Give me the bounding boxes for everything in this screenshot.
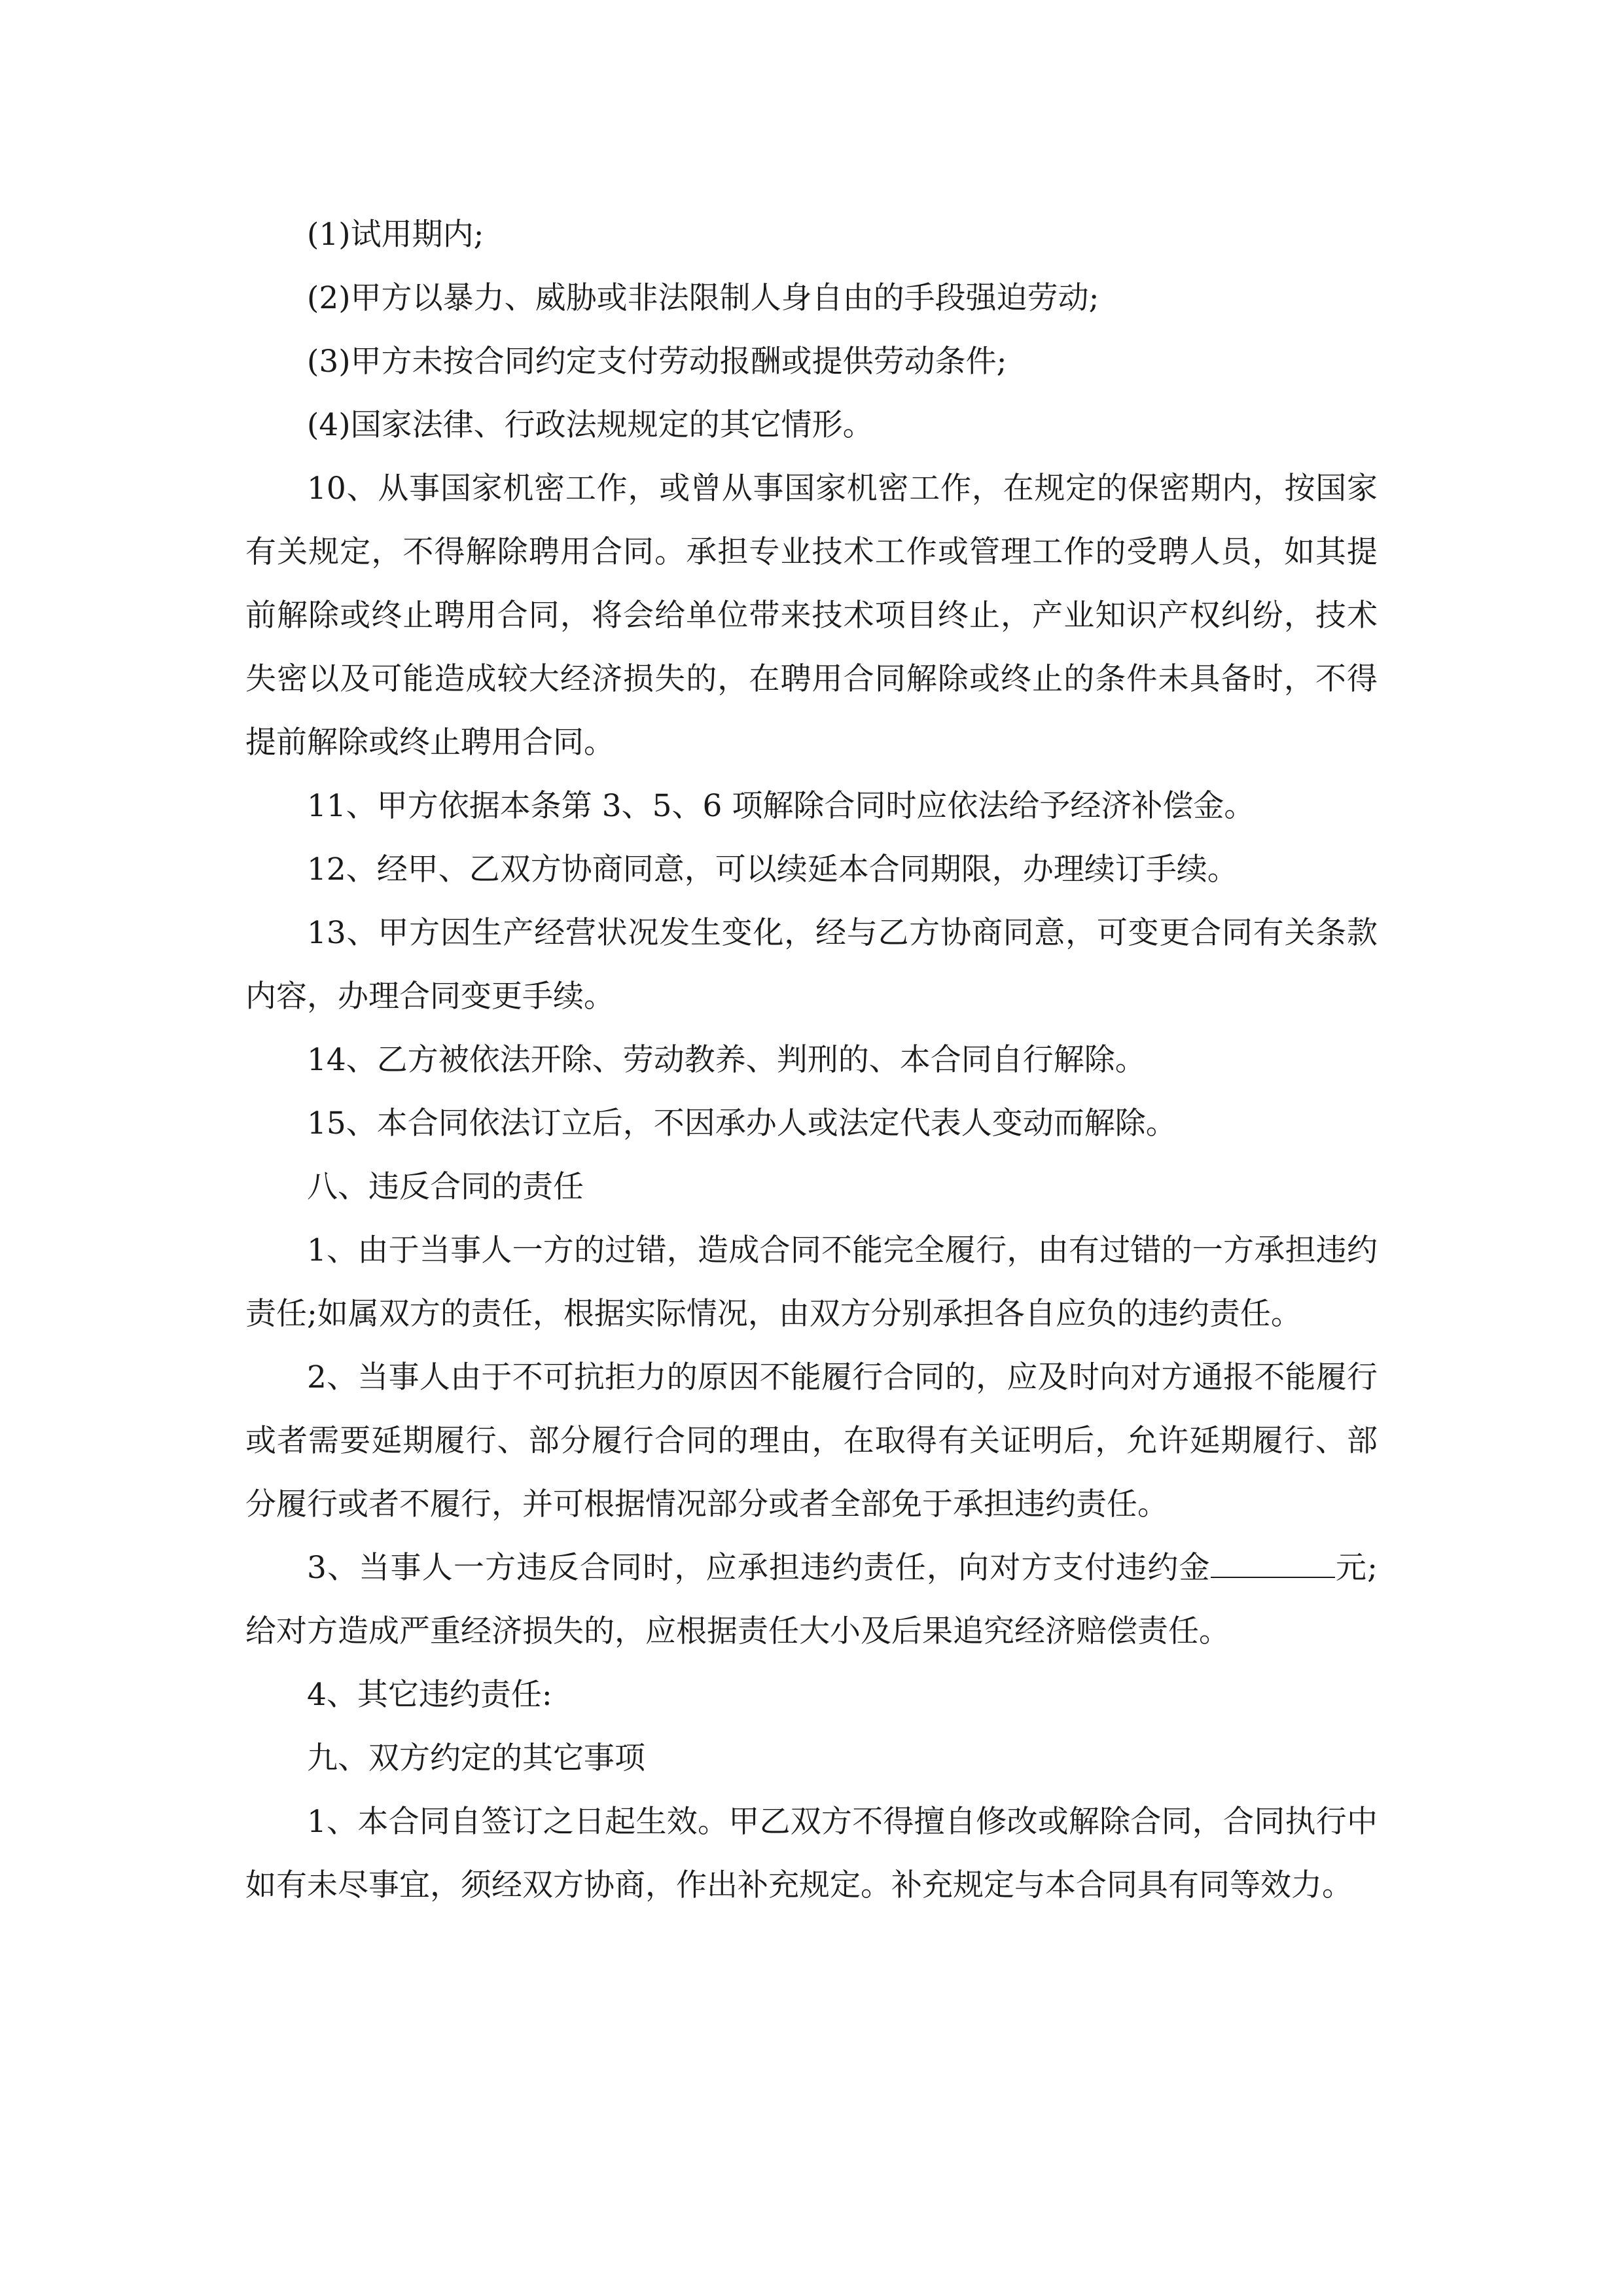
section-heading-8: 八、违反合同的责任 (307, 1169, 584, 1205)
liability-clause-3-text-end: 元;给对方造成严重经济损失的，应根据责任大小及后果追究经济赔偿责任。 (245, 1550, 1378, 1649)
clause-item-3: (3)甲方未按合同约定支付劳动报酬或提供劳动条件; (307, 344, 1007, 380)
liability-clause-4: 4、其它违约责任: (307, 1677, 552, 1713)
liability-clause-3 (245, 1536, 1378, 1663)
clause-10: 10、从事国家机密工作，或曾从事国家机密工作，在规定的保密期内，按国家有关规定，不得解除聘用合同。承担专业技术工作或管理工作的受聘人员，如其提前解除或终止聘用合同，将会给单位带来技术项目终止，产业知识产权纠纷，技术失密以及可能造成较大经济损失的，在聘用合同解除或终止的条件未具备时，不得提前解除或终止聘用合同。 (245, 471, 1378, 761)
clause-11: 11、甲方依据本条第 3、5、6 项解除合同时应依法给予经济补偿金。 (307, 788, 1255, 824)
amount-blank (1211, 1546, 1335, 1578)
section-heading-9: 九、双方约定的其它事项 (307, 1740, 645, 1776)
clause-item-1: (1)试用期内; (307, 217, 484, 253)
clause-15: 15、本合同依法订立后，不因承办人或法定代表人变动而解除。 (307, 1105, 1177, 1141)
liability-clause-2: 2、当事人由于不可抗拒力的原因不能履行合同的，应及时向对方通报不能履行或者需要延期履行、部分履行合同的理由，在取得有关证明后，允许延期履行、部分履行或者不履行，并可根据情况部分或者全部免于承担违约责任。 (245, 1359, 1378, 1522)
other-matters-clause-1: 1、本合同自签订之日起生效。甲乙双方不得擅自修改或解除合同，合同执行中如有未尽事宜，须经双方协商，作出补充规定。补充规定与本合同具有同等效力。 (245, 1804, 1378, 1903)
liability-clause-3-text: 3、当事人一方违反合同时，应承担违约责任，向对方支付违约金 (307, 1550, 1211, 1586)
clause-14: 14、乙方被依法开除、劳动教养、判刑的、本合同自行解除。 (307, 1042, 1146, 1078)
clause-12: 12、经甲、乙双方协商同意，可以续延本合同期限，办理续订手续。 (307, 852, 1238, 888)
clause-item-4: (4)国家法律、行政法规规定的其它情形。 (307, 407, 874, 443)
clause-13: 13、甲方因生产经营状况发生变化，经与乙方协商同意，可变更合同有关条款内容，办理合同变更手续。 (245, 915, 1378, 1014)
liability-clause-1: 1、由于当事人一方的过错，造成合同不能完全履行，由有过错的一方承担违约责任;如属双方的责任，根据实际情况，由双方分别承担各自应负的违约责任。 (245, 1232, 1378, 1332)
clause-item-2: (2)甲方以暴力、威胁或非法限制人身自由的手段强迫劳动; (307, 280, 1099, 316)
